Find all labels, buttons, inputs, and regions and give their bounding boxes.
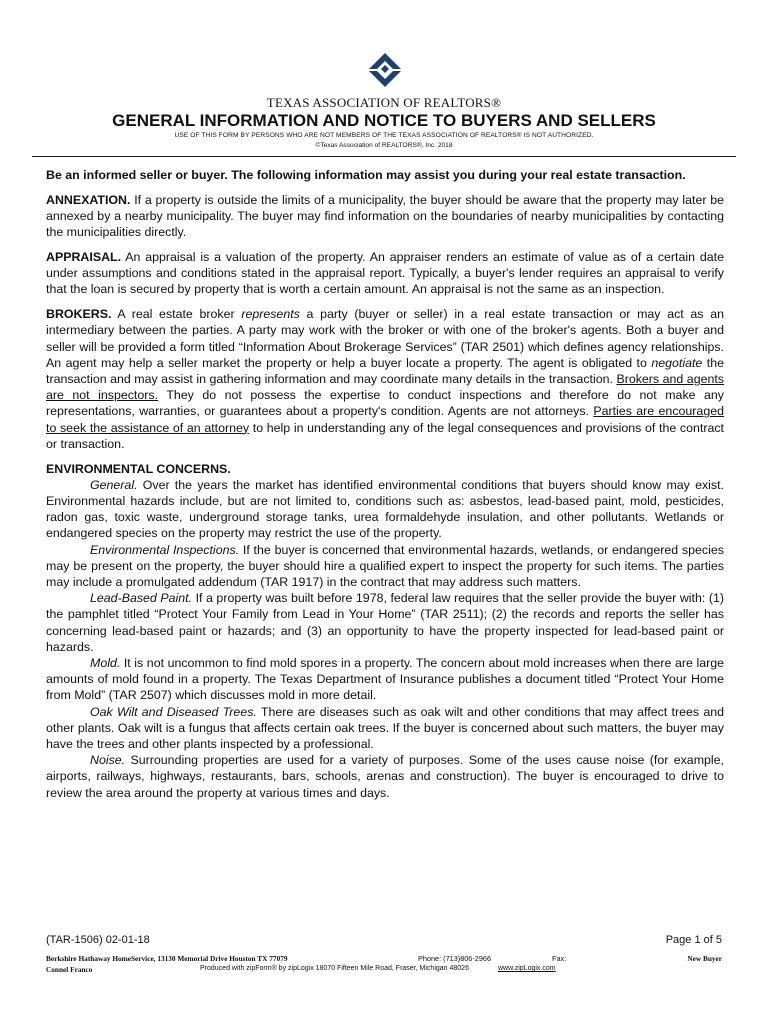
ziplogix-website-link[interactable]: www.zipLogix.com xyxy=(498,965,556,972)
annexation-paragraph xyxy=(46,192,724,241)
document-body xyxy=(46,167,724,801)
env-inspections-text: If the buyer is concerned that environmental hazards, wetlands, or endangered species may be present on the property, the buyer should hire a qualified expert to inspect the property for such items. The parties may include a promulgated addendum (TAR 1917) in the contract that may address such matters. xyxy=(46,542,724,590)
intro-paragraph: Be an informed seller or buyer. The following information may assist you during your real estate transaction. xyxy=(46,168,686,182)
copyright-line: ©Texas Association of REALTORS®, Inc. 2018 xyxy=(315,142,453,149)
header-divider xyxy=(32,156,736,157)
produced-by-text: Produced with zipForm® by zipLogix 18070 Fifteen Mile Road, Fraser, Michigan 48026 xyxy=(200,965,469,972)
env-mold-paragraph xyxy=(46,655,724,704)
env-lead-paragraph xyxy=(46,590,724,655)
annexation-heading: ANNEXATION. xyxy=(46,192,131,207)
brokers-underline-inspectors: Brokers and agents are not inspectors. xyxy=(46,372,724,403)
organization-name: TEXAS ASSOCIATION OF REALTORS® xyxy=(266,95,502,110)
form-identifier: (TAR-1506) 02-01-18 xyxy=(46,934,150,946)
brokers-italic-represents: represents xyxy=(241,307,300,322)
brokers-text-2: a party (buyer or seller) in a real estate transaction or may act as an intermediary between the parties. A party may work with the broker or with one of the broker's agents. Both a buyer and seller will be provided a form titled “Information About Brokerage Services” (TAR 2501) which defines agency relationships. An agent may help a seller market the property or help a buyer locate a property. The agent is obligated to xyxy=(46,307,724,370)
appraisal-paragraph xyxy=(46,249,724,298)
brokers-text-5: to help in understanding any of the legal consequences and provisions of the contract or transaction. xyxy=(46,420,724,451)
form-title: GENERAL INFORMATION AND NOTICE TO BUYERS AND SELLERS xyxy=(112,111,656,130)
env-mold-text: It is not uncommon to find mold spores in a property. The concern about mold increases when there are large amounts of mold found in a property. The Texas Department of Insurance publishes a document titled “Protect Your Home from Mold” (TAR 2507) which discusses mold in more detail. xyxy=(46,656,724,703)
env-oak-text: There are diseases such as oak wilt and other conditions that may affect trees and other plants. Oak wilt is a fungus that affects certain oak trees. If the buyer is concerned about such matters, the buyer may have the trees and other plants inspected by a professional. xyxy=(46,704,724,752)
env-general-label: General. xyxy=(90,477,138,492)
env-inspections-label: Environmental Inspections. xyxy=(90,542,240,557)
annexation-text: If a property is outside the limits of a municipality, the buyer should be aware that the property may later be annexed by a nearby municipality. The buyer may find information on the boundaries of nearby municipalities by contacting the municipalities directly. xyxy=(46,192,724,240)
usage-notice: USE OF THIS FORM BY PERSONS WHO ARE NOT MEMBERS OF THE TEXAS ASSOCIATION OF REALTORS® IS NOT AUTHORIZED. xyxy=(174,132,594,139)
realtors-logo-icon xyxy=(368,52,402,88)
brokers-text-1: A real estate broker xyxy=(111,307,242,322)
broker-fax: Fax: xyxy=(552,954,567,963)
brokers-italic-negotiate: negotiate xyxy=(651,355,703,370)
env-oak-label: Oak Wilt and Diseased Trees. xyxy=(90,704,257,719)
env-noise-text: Surrounding properties are used for a variety of purposes. Some of the uses cause noise (for example, airports, railways, highways, restaurants, bars, schools, arenas and construction). The buyer is encouraged to drive to review the area around the property at various times and days. xyxy=(46,753,724,800)
brokers-paragraph xyxy=(46,306,724,452)
brokers-text-3: the transaction and may assist in gathering information and may coordinate many details in the transaction. xyxy=(46,355,724,387)
env-noise-label: Noise. xyxy=(90,753,126,768)
document-name: New Buyer xyxy=(687,954,722,963)
brokers-underline-attorney: Parties are encouraged to seek the assistance of an attorney xyxy=(46,404,724,435)
agent-name: Connel Franco xyxy=(46,965,93,974)
appraisal-text: An appraisal is a valuation of the property. An appraiser renders an estimate of value as of a certain date under assumptions and conditions stated in the appraisal report. Typically, a buyer's lender requires an appraisal to verify that the loan is secured by property that is worth a certain amount. An appraisal is not the same as an inspection. xyxy=(46,250,724,297)
brokers-text-4: They do not possess the expertise to conduct inspections and therefore do not make any representations, warranties, or guarantees about a property's condition. Agents are not attorneys. xyxy=(46,388,724,419)
env-lead-text: If a property was built before 1978, federal law requires that the seller provide the buyer with: (1) the pamphlet titled “Protect Your Family from Lead in Your Home” (TAR 2511); (2) the records and reports the seller has concerning lead-based paint or hazards; and (3) an opportunity to have the property inspected for lead-based paint or hazards. xyxy=(46,591,724,654)
brokers-heading: BROKERS. xyxy=(46,307,112,322)
env-mold-label: Mold. xyxy=(90,656,121,671)
env-inspections-paragraph xyxy=(46,542,724,591)
env-general-text: Over the years the market has identified environmental conditions that buyers should know may exist. Environmental hazards include, but are not limited to, conditions such as: asbestos, lead-based paint, mold, pesticides, radon gas, toxic waste, underground storage tanks, urea formaldehyde insulation, and other pollutants. Wetlands or endangered species on the property may restrict the use of the property. xyxy=(46,477,724,541)
env-noise-paragraph xyxy=(46,752,724,801)
page-number: Page 1 of 5 xyxy=(665,934,722,946)
env-general-paragraph xyxy=(46,477,724,542)
environmental-heading: ENVIRONMENTAL CONCERNS. xyxy=(46,461,231,476)
env-oak-paragraph xyxy=(46,704,724,753)
broker-address: Berkshire Hathaway HomeService, 13130 Memorial Drive Houston TX 77079 xyxy=(46,954,288,963)
appraisal-heading: APPRAISAL. xyxy=(46,250,122,264)
broker-phone: Phone: (713)806-2966 xyxy=(418,954,492,963)
env-lead-label: Lead-Based Paint. xyxy=(90,591,193,606)
